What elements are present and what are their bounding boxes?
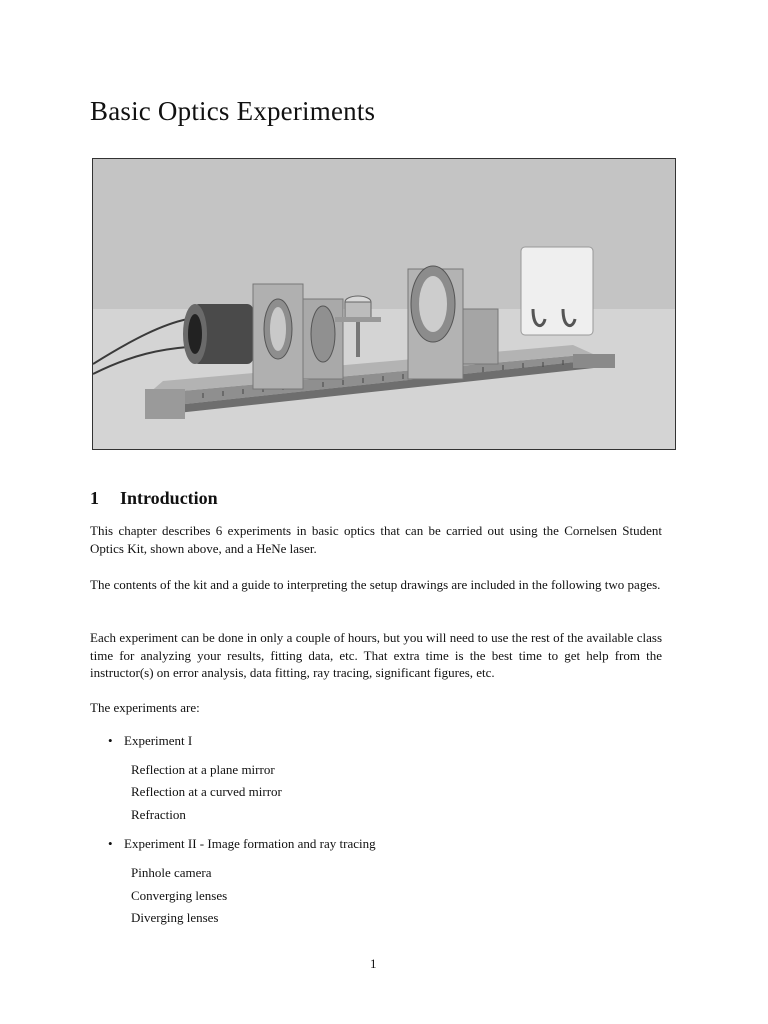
paragraph-contents: The contents of the kit and a guide to interpreting the setup drawings are included in the following two pages. [90,577,661,592]
experiment-item: Refraction [131,807,186,822]
optics-bench-illustration [93,159,675,449]
paragraph-intro: This chapter describes 6 experiments in basic optics that can be carried out using the Cornelsen Student Optics Kit, shown above, and a HeNe laser. [90,523,662,556]
page-number: 1 [370,956,377,971]
bullet-icon: • [108,836,113,851]
bullet-icon: • [108,733,113,748]
experiment-item: Reflection at a curved mirror [131,784,282,799]
experiment-label: Experiment I [124,733,193,748]
paragraph-list-intro: The experiments are: [90,700,200,715]
section-title: Introduction [120,488,218,508]
experiment-item: Converging lenses [131,888,228,903]
section-heading [90,488,218,509]
document-title: Basic Optics Experiments [90,96,376,126]
optics-kit-photo [92,158,676,450]
experiment-label: Experiment II - Image formation and ray tracing [124,836,376,851]
experiment-item: Reflection at a plane mirror [131,762,275,777]
experiment-item: Diverging lenses [131,910,219,925]
section-number: 1 [90,488,99,508]
experiment-bullet [108,733,192,749]
paragraph-time: Each experiment can be done in only a couple of hours, but you will need to use the rest of the available class time for analyzing your results, fitting data, etc. That extra time is the best time to get help from the instructor(s) on error analysis, data fitting, ray tracing, significant figures, etc. [90,630,662,680]
experiment-item: Pinhole camera [131,865,212,880]
experiment-bullet [108,836,376,852]
